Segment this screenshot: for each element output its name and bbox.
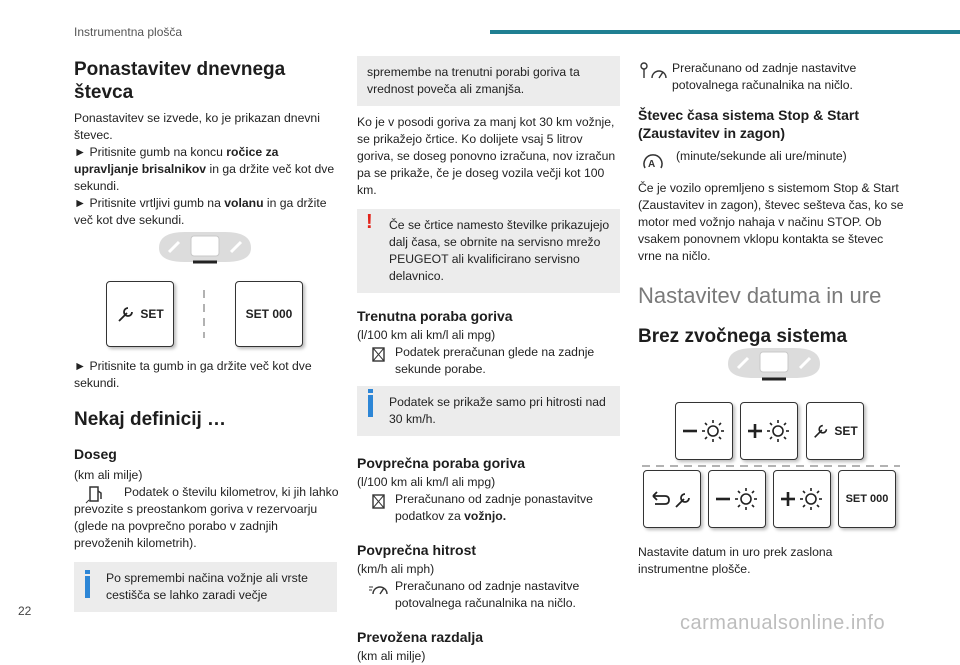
average-consumption-row xyxy=(357,491,620,525)
average-speed-text: Preračunano od zadnje nastavitve potovalnega računalnika na ničlo. xyxy=(395,579,580,610)
plus-brightness-icon xyxy=(745,419,793,443)
distance-row xyxy=(638,60,910,94)
range-note-continued: spremembe na trenutni porabi goriva ta vrednost poveča ali zmanjša. xyxy=(357,56,620,106)
average-consumption-title: Povprečna poraba goriva xyxy=(357,455,526,471)
reset-step-1: ► Pritisnite gumb na koncu ročice za upravljanje brisalnikov in ga držite več kot dve sekundi. xyxy=(74,145,335,193)
stop-start-unit: (minute/sekunde ali ure/minute) xyxy=(676,149,847,163)
distance-text: Preračunano od zadnje nastavitve potovalnega računalnika na ničlo. xyxy=(672,61,857,92)
speedometer-icon xyxy=(367,578,391,600)
definitions-title: Nekaj definicij … xyxy=(74,409,227,430)
brightness-plus-button[interactable] xyxy=(740,402,798,460)
average-speed-row xyxy=(357,578,620,612)
date-time-text: Nastavite datum in uro prek zaslona instrumentne plošče. xyxy=(638,545,833,576)
info-icon xyxy=(85,576,90,598)
current-consumption-unit: (l/100 km ali km/l ali mpg) xyxy=(357,328,496,342)
instrument-cluster-icon xyxy=(155,226,255,268)
divider-dashes xyxy=(642,464,900,468)
page-number: 22 xyxy=(18,604,32,618)
range-unit: (km ali milje) xyxy=(74,468,143,482)
back-settings-button[interactable] xyxy=(643,470,701,528)
distance-icon xyxy=(638,60,672,84)
distance-unit: (km ali milje) xyxy=(357,649,426,663)
column-1-lower xyxy=(74,358,339,612)
return-wrench-icon xyxy=(649,488,695,510)
current-consumption-text: Podatek preračunan glede na zadnje sekunde porabe. xyxy=(395,345,595,376)
reset-trip-title: Ponastavitev dnevnega števca xyxy=(74,59,286,103)
set-button[interactable] xyxy=(806,402,864,460)
wrench-icon xyxy=(812,422,830,440)
stop-start-text: Če je vozilo opremljeno s sistemom Stop & Start (Zaustavitev in zagon), števec sešteva čas, ko se motor med vožnjo nahaja v načinu STOP. Ob vsakem ponovnem vklopu kontakta se števec vrne na ničlo. xyxy=(638,181,904,263)
set-button-label: SET xyxy=(140,307,164,321)
warning-icon: ! xyxy=(366,211,373,233)
range-title: Doseg xyxy=(74,446,117,462)
average-consumption-unit: (l/100 km ali km/l ali mpg) xyxy=(357,475,496,489)
current-consumption-row xyxy=(357,344,620,378)
instrument-cluster-icon xyxy=(724,342,824,384)
set-button-label: SET xyxy=(834,424,858,438)
press-button-step: ► Pritisnite ta gumb in ga držite več kot dve sekundi. xyxy=(74,359,312,390)
column-1 xyxy=(74,58,339,229)
range-description: Podatek o številu kilometrov, ki jih lahko prevozite s preostankom goriva v rezervoarju (glede na povprečno porabo v zadnjih prevoženih kilometrih). xyxy=(74,485,339,550)
reset-intro: Ponastavitev se izvede, ko je prikazan dnevni števec. xyxy=(74,111,320,142)
minus-brightness-icon xyxy=(680,419,728,443)
reset-step-2: ► Pritisnite vrtljivi gumb na volanu in ga držite več kot dve sekundi. xyxy=(74,196,327,227)
set-000-button[interactable]: SET 000 xyxy=(235,281,303,347)
plus-brightness-icon xyxy=(778,487,826,511)
minus-brightness-icon xyxy=(713,487,761,511)
current-consumption-title: Trenutna poraba goriva xyxy=(357,308,513,324)
fuel-consumption-icon xyxy=(367,491,391,513)
set-000-button[interactable]: SET 000 xyxy=(838,470,896,528)
wrench-icon xyxy=(116,304,136,324)
average-consumption-text: Preračunano od zadnje ponastavitve podatkov za vožnjo. xyxy=(395,492,593,523)
stop-start-title: Števec časa sistema Stop & Start (Zaustavitev in zagon) xyxy=(638,107,859,141)
average-speed-unit: (km/h ali mph) xyxy=(357,562,435,576)
stop-start-icon xyxy=(638,148,676,172)
distance-title: Prevožena razdalja xyxy=(357,629,484,645)
no-audio-title: Brez zvočnega sistema xyxy=(638,326,848,347)
date-time-title: Nastavitev datuma in ure xyxy=(638,283,882,308)
watermark: carmanualsonline.info xyxy=(680,612,886,634)
fuel-pump-icon xyxy=(84,484,106,506)
stop-start-row xyxy=(638,148,910,172)
warning-note: ! Če se črtice namesto številke prikazujejo dalj časa, se obrnite na servisno mrežo PEUGEOT ali kvalificirano servisno delavnico. xyxy=(357,209,620,293)
divider-dashes xyxy=(202,290,206,338)
current-consumption-note: Podatek se prikaže samo pri hitrosti nad 30 km/h. xyxy=(357,386,620,436)
dashes-explanation: Ko je v posodi goriva za manj kot 30 km vožnje, se prikažejo črtice. Ko dolijete vsaj 5 litrov goriva, se doseg ponovno izračuna, nov izračun pa se prikaže, če je doseg vozila večji kot 100 km. xyxy=(357,115,616,197)
range-info-note: Po spremembi načina vožnje ali vrste cestišča se lahko zaradi večje xyxy=(74,562,337,612)
brightness-minus-button-2[interactable] xyxy=(708,470,766,528)
info-icon xyxy=(368,395,373,417)
column-3 xyxy=(638,60,910,348)
set-button[interactable] xyxy=(106,281,174,347)
svg-text:A: A xyxy=(648,159,656,170)
column-2 xyxy=(357,56,620,665)
header-accent-bar xyxy=(490,30,960,34)
average-speed-title: Povprečna hitrost xyxy=(357,542,477,558)
running-header: Instrumentna plošča xyxy=(74,25,183,39)
brightness-minus-button[interactable] xyxy=(675,402,733,460)
fuel-consumption-icon xyxy=(367,344,391,366)
brightness-plus-button-2[interactable] xyxy=(773,470,831,528)
